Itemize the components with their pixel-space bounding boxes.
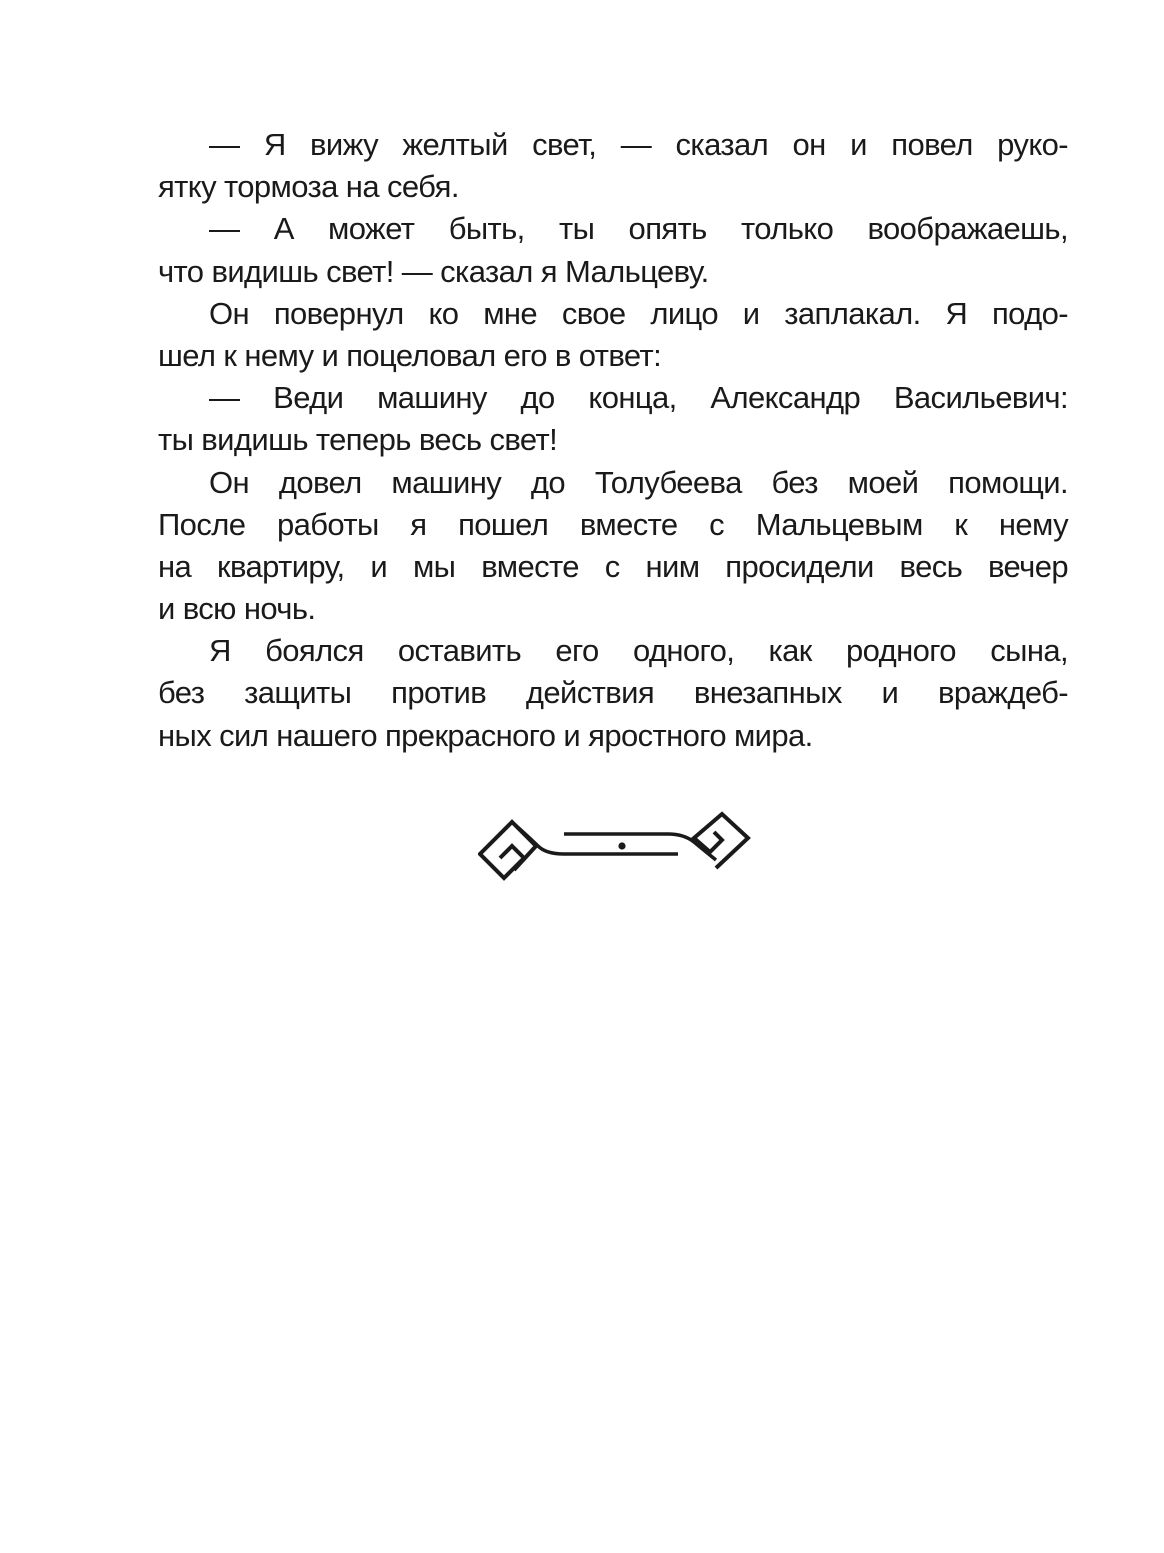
text-line: ятку тормоза на себя.	[158, 169, 459, 205]
text-line: на квартиру, и мы вместе с ним просидели весь вечер	[158, 548, 1068, 584]
paragraph	[158, 208, 1068, 292]
text-line: шел к нему и поцеловал его в ответ:	[158, 337, 662, 373]
text-line: Я боялся оставить его одного, как родного сына,	[209, 633, 1068, 669]
text-line: что видишь свет! — сказал я Мальцеву.	[158, 253, 709, 289]
paragraph	[158, 630, 1068, 757]
text-line: без защиты против действия внезапных и враждеб-	[158, 675, 1068, 711]
text-line: Он повернул ко мне свое лицо и заплакал. Я подо-	[209, 295, 1068, 331]
text-line: ных сил нашего прекрасного и яростного мира.	[158, 717, 813, 753]
page-text	[158, 124, 1068, 757]
paragraph	[158, 293, 1068, 377]
text-line: ты видишь теперь весь свет!	[158, 422, 558, 458]
text-line: — Я вижу желтый свет, — сказал он и повел руко-	[209, 127, 1068, 162]
text-line: и всю ночь.	[158, 591, 316, 627]
text-line: Он довел машину до Толубеева без моей помощи.	[209, 464, 1068, 500]
text-line: — Веди машину до конца, Александр Васильевич:	[209, 380, 1068, 416]
text-line: — А может быть, ты опять только воображаешь,	[209, 211, 1068, 247]
text-line: После работы я пошел вместе с Мальцевым к нему	[158, 506, 1068, 542]
paragraph	[158, 377, 1068, 461]
scroll-divider-ornament-icon	[478, 808, 754, 888]
paragraph	[158, 124, 1068, 208]
paragraph	[158, 462, 1068, 631]
